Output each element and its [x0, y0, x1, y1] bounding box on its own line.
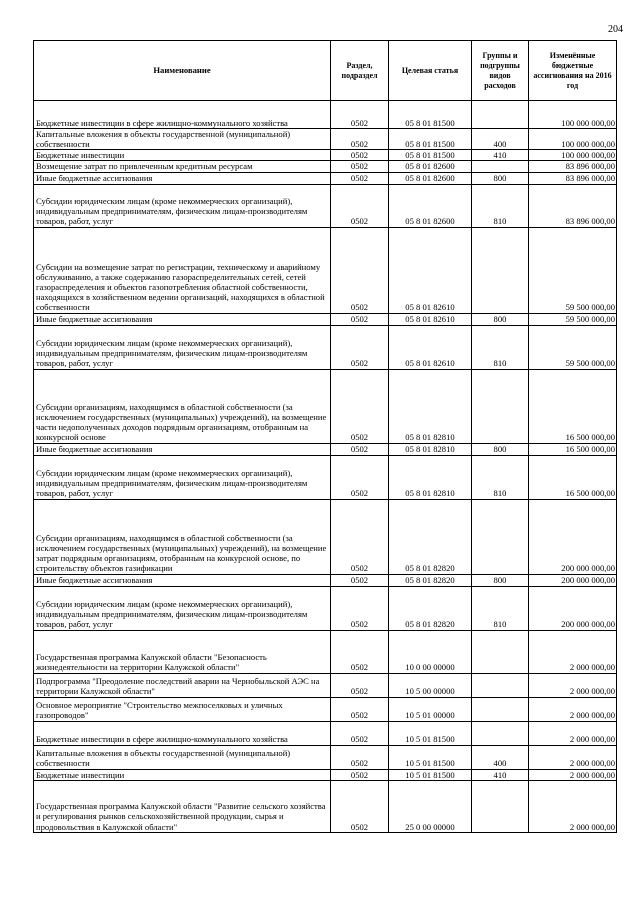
table-header-row — [34, 41, 617, 101]
row-name: Бюджетные инвестиции в сфере жилищно-коммунального хозяйства — [34, 721, 331, 745]
table-row — [34, 172, 617, 184]
row-section: 0502 — [331, 313, 389, 325]
table-row — [34, 574, 617, 586]
row-section: 0502 — [331, 499, 389, 574]
row-section: 0502 — [331, 780, 389, 832]
row-group: 800 — [472, 313, 529, 325]
table-row — [34, 630, 617, 673]
row-target: 10 5 01 81500 — [389, 721, 472, 745]
table-row — [34, 101, 617, 129]
row-amount: 83 896 000,00 — [529, 184, 617, 227]
row-amount: 100 000 000,00 — [529, 129, 617, 150]
row-group — [472, 721, 529, 745]
row-group: 410 — [472, 769, 529, 780]
row-name: Субсидии организациям, находящимся в областной собственности (за исключением государственных (муниципальных) учреждений), на возмещение затрат подрядным организациям, отобранным на конкурсной основе, по строительству объектов газификации — [34, 499, 331, 574]
table-row — [34, 227, 617, 313]
row-amount: 2 000 000,00 — [529, 697, 617, 721]
row-target: 05 8 01 82820 — [389, 586, 472, 630]
row-target: 05 8 01 82610 — [389, 227, 472, 313]
row-name: Субсидии организациям, находящимся в областной собственности (за исключением государственных (муниципальных) учреждений), на возмещение части недополученных доходов подрядным организациям, отобранным на конкурсной основе — [34, 369, 331, 443]
row-section: 0502 — [331, 369, 389, 443]
row-name: Субсидии юридическим лицам (кроме некоммерческих организаций), индивидуальным предпринимателям, физическим лицам-производителям товаров, работ, услуг — [34, 586, 331, 630]
row-target: 05 8 01 82810 — [389, 369, 472, 443]
table-row — [34, 325, 617, 369]
row-amount: 59 500 000,00 — [529, 313, 617, 325]
row-group — [472, 499, 529, 574]
row-amount: 59 500 000,00 — [529, 325, 617, 369]
row-target: 10 5 01 81500 — [389, 769, 472, 780]
row-target: 05 8 01 82600 — [389, 184, 472, 227]
row-amount: 16 500 000,00 — [529, 369, 617, 443]
row-section: 0502 — [331, 673, 389, 697]
row-group: 810 — [472, 586, 529, 630]
row-name: Субсидии юридическим лицам (кроме некоммерческих организаций), индивидуальным предпринимателям, физическим лицам-производителям товаров, работ, услуг — [34, 455, 331, 499]
table-row — [34, 769, 617, 780]
row-amount: 59 500 000,00 — [529, 227, 617, 313]
table-row — [34, 780, 617, 832]
row-group: 810 — [472, 455, 529, 499]
row-amount: 200 000 000,00 — [529, 586, 617, 630]
table-row — [34, 697, 617, 721]
row-section: 0502 — [331, 325, 389, 369]
row-group — [472, 780, 529, 832]
row-section: 0502 — [331, 586, 389, 630]
row-section: 0502 — [331, 697, 389, 721]
row-target: 05 8 01 82810 — [389, 455, 472, 499]
row-target: 05 8 01 82600 — [389, 172, 472, 184]
row-group: 800 — [472, 172, 529, 184]
row-name: Субсидии на возмещение затрат по регистрации, техническому и аварийному обслуживанию, а также содержанию газораспределительных сетей, сетей газораспределения и объектов газопотребления областной собственности, находящихся в хозяйственном ведении организаций, находящихся в областной собственности — [34, 227, 331, 313]
row-group: 400 — [472, 129, 529, 150]
table-row — [34, 745, 617, 769]
table-row — [34, 455, 617, 499]
table-row — [34, 443, 617, 455]
row-group — [472, 697, 529, 721]
row-target: 05 8 01 82610 — [389, 325, 472, 369]
row-amount: 16 500 000,00 — [529, 443, 617, 455]
row-target: 05 8 01 82810 — [389, 443, 472, 455]
row-target: 05 8 01 81500 — [389, 101, 472, 129]
row-group: 410 — [472, 150, 529, 161]
row-section: 0502 — [331, 184, 389, 227]
row-amount: 16 500 000,00 — [529, 455, 617, 499]
row-name: Государственная программа Калужской области "Развитие сельского хозяйства и регулирования рынков сельскохозяйственной продукции, сырья и продовольствия в Калужской области" — [34, 780, 331, 832]
row-group: 800 — [472, 443, 529, 455]
row-name: Иные бюджетные ассигнования — [34, 313, 331, 325]
row-name: Бюджетные инвестиции в сфере жилищно-коммунального хозяйства — [34, 101, 331, 129]
row-target: 05 8 01 81500 — [389, 129, 472, 150]
row-name: Бюджетные инвестиции — [34, 769, 331, 780]
row-amount: 2 000 000,00 — [529, 769, 617, 780]
row-name: Капитальные вложения в объекты государственной (муниципальной) собственности — [34, 745, 331, 769]
row-amount: 200 000 000,00 — [529, 499, 617, 574]
row-amount: 100 000 000,00 — [529, 101, 617, 129]
row-name: Подпрограмма "Преодоление последствий аварии на Чернобыльской АЭС на территории Калужской области" — [34, 673, 331, 697]
row-group — [472, 673, 529, 697]
row-name: Основное мероприятие "Строительство межпоселковых и уличных газопроводов" — [34, 697, 331, 721]
table-row — [34, 150, 617, 161]
table-row — [34, 313, 617, 325]
table-row — [34, 586, 617, 630]
row-section: 0502 — [331, 172, 389, 184]
row-amount: 100 000 000,00 — [529, 150, 617, 161]
row-section: 0502 — [331, 745, 389, 769]
row-section: 0502 — [331, 443, 389, 455]
header-section: Раздел, подраздел — [331, 41, 389, 101]
row-group — [472, 101, 529, 129]
row-name: Государственная программа Калужской области "Безопасность жизнедеятельности на территории Калужской области" — [34, 630, 331, 673]
row-group — [472, 161, 529, 172]
header-target: Целевая статья — [389, 41, 472, 101]
table-row — [34, 673, 617, 697]
row-amount: 83 896 000,00 — [529, 161, 617, 172]
row-target: 10 5 01 81500 — [389, 745, 472, 769]
table-row — [34, 369, 617, 443]
row-amount: 2 000 000,00 — [529, 721, 617, 745]
row-group: 810 — [472, 325, 529, 369]
row-name: Субсидии юридическим лицам (кроме некоммерческих организаций), индивидуальным предпринимателям, физическим лицам-производителям товаров, работ, услуг — [34, 325, 331, 369]
header-groups: Группы и подгруппы видов расходов — [472, 41, 529, 101]
row-amount: 2 000 000,00 — [529, 780, 617, 832]
row-group — [472, 369, 529, 443]
row-name: Иные бюджетные ассигнования — [34, 172, 331, 184]
row-group: 400 — [472, 745, 529, 769]
row-name: Иные бюджетные ассигнования — [34, 574, 331, 586]
row-target: 10 5 01 00000 — [389, 697, 472, 721]
row-amount: 2 000 000,00 — [529, 630, 617, 673]
row-target: 10 5 00 00000 — [389, 673, 472, 697]
row-section: 0502 — [331, 150, 389, 161]
row-group — [472, 227, 529, 313]
row-section: 0502 — [331, 101, 389, 129]
row-section: 0502 — [331, 574, 389, 586]
row-name: Субсидии юридическим лицам (кроме некоммерческих организаций), индивидуальным предпринимателям, физическим лицам-производителям товаров, работ, услуг — [34, 184, 331, 227]
table-row — [34, 161, 617, 172]
row-section: 0502 — [331, 161, 389, 172]
row-section: 0502 — [331, 721, 389, 745]
row-target: 25 0 00 00000 — [389, 780, 472, 832]
row-section: 0502 — [331, 227, 389, 313]
row-section: 0502 — [331, 455, 389, 499]
row-section: 0502 — [331, 630, 389, 673]
table-row — [34, 721, 617, 745]
row-section: 0502 — [331, 769, 389, 780]
page-number: 204 — [608, 24, 623, 35]
row-name: Бюджетные инвестиции — [34, 150, 331, 161]
row-name: Иные бюджетные ассигнования — [34, 443, 331, 455]
header-name: Наименование — [34, 41, 331, 101]
row-amount: 83 896 000,00 — [529, 172, 617, 184]
header-amount: Изменённые бюджетные ассигнования на 2016 год — [529, 41, 617, 101]
row-section: 0502 — [331, 129, 389, 150]
budget-table — [33, 40, 617, 833]
row-target: 05 8 01 82600 — [389, 161, 472, 172]
row-group — [472, 630, 529, 673]
row-target: 05 8 01 81500 — [389, 150, 472, 161]
row-target: 05 8 01 82610 — [389, 313, 472, 325]
row-group: 810 — [472, 184, 529, 227]
row-name: Капитальные вложения в объекты государственной (муниципальной) собственности — [34, 129, 331, 150]
row-amount: 2 000 000,00 — [529, 745, 617, 769]
table-row — [34, 129, 617, 150]
row-target: 10 0 00 00000 — [389, 630, 472, 673]
row-name: Возмещение затрат по привлеченным кредитным ресурсам — [34, 161, 331, 172]
row-target: 05 8 01 82820 — [389, 574, 472, 586]
row-amount: 200 000 000,00 — [529, 574, 617, 586]
table-row — [34, 499, 617, 574]
row-group: 800 — [472, 574, 529, 586]
row-target: 05 8 01 82820 — [389, 499, 472, 574]
row-amount: 2 000 000,00 — [529, 673, 617, 697]
table-row — [34, 184, 617, 227]
